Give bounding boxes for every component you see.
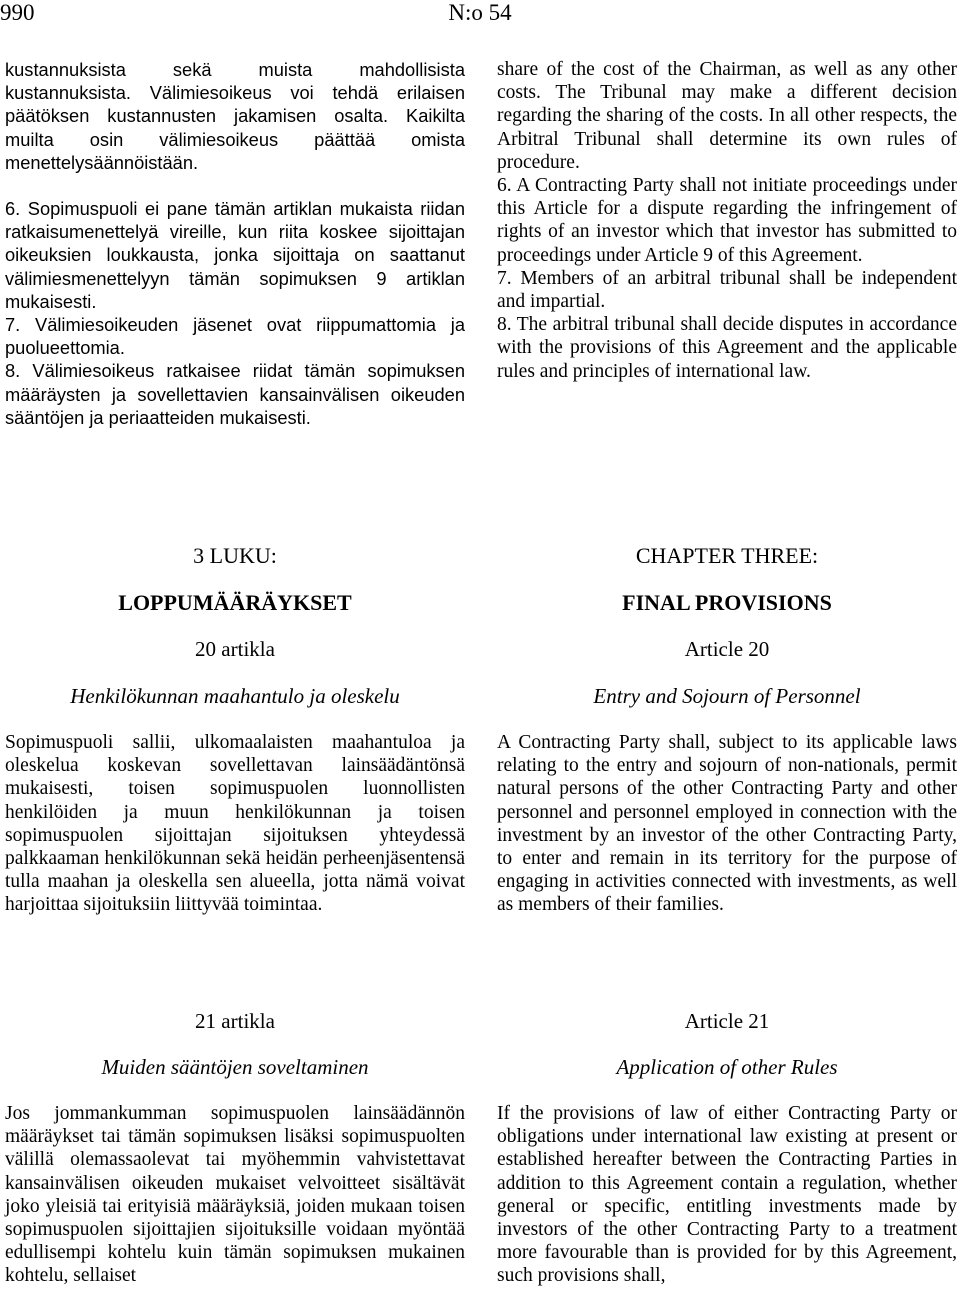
article-number: 20 artikla: [195, 637, 275, 661]
journal-number: N:o 54: [448, 0, 512, 25]
article-21-right-body: [497, 1102, 957, 1288]
paragraph-8: 8. The arbitral tribunal shall decide disputes in accordance with the provisions of this Agreement and the applicable rules and principles of international law.: [497, 314, 957, 382]
page-number: 990: [0, 0, 35, 25]
article-21-left-body: [5, 1102, 465, 1288]
paragraph-8: 8. Välimiesoikeus ratkaisee riidat tämän sopimuksen määräysten ja sovellettavien kansainvälisen oikeuden sääntöjen ja periaatteiden mukaisesti.: [5, 360, 465, 428]
paragraph-continuation: share of the cost of the Chairman, as well as any other costs. The Tribunal may make a different decision regarding the sharing of the costs. In all other respects, the Arbitral Tribunal shall determine its own rules of procedure.: [497, 59, 957, 173]
paragraph-7: 7. Members of an arbitral tribunal shall be independent and impartial.: [497, 267, 957, 313]
top-left-column: [5, 58, 465, 429]
chapter-title: FINAL PROVISIONS: [622, 590, 832, 615]
paragraph-6: 6. Sopimuspuoli ei pane tämän artiklan mukaista riidan ratkaisumenettelyä vireille, kun riita koskee sijoittajan oikeuksien loukkausta, jonka sijoittaja on saattanut välimiesmenettelyyn tämän sopimuksen 9 artiklan mukaisesti.: [5, 198, 465, 312]
chapter-label: CHAPTER THREE:: [635, 543, 819, 568]
chapter-label: 3 LUKU:: [193, 543, 277, 568]
top-right-column: [497, 58, 957, 383]
article-number: 21 artikla: [195, 1009, 275, 1033]
paragraph-continuation: kustannuksista sekä muista mahdollisista kustannuksista. Välimiesoikeus voi tehdä erilaisen päätöksen kustannusten jakamisen osalta. Kaikilta muilta osin välimiesoikeus päättää omista menettelysäännöistään.: [5, 59, 465, 173]
article-title: Entry and Sojourn of Personnel: [593, 684, 861, 708]
article-20-left-body: [5, 731, 465, 917]
article-title: Henkilökunnan maahantulo ja oleskelu: [70, 684, 400, 708]
article-number: Article 21: [684, 1009, 770, 1033]
paragraph-7: 7. Välimiesoikeuden jäsenet ovat riippumattomia ja puolueettomia.: [5, 314, 465, 359]
article-body: Jos jommankumman sopimuspuolen lainsäädännön määräykset tai tämän sopimuksen lisäksi sopimuspuolten välillä olemassaolevat tai myöhemmin vahvistettavat kansainvälisen oikeuden mukaiset velvoitteet sisältävät joko yleisiä tai erityisiä määräyksiä, joiden mukaan toisen sopimuspuolen sijoittajien sijoituksille voidaan myöntää edullisempi kohtelu kuin tämän sopimuksen mukainen kohtelu, sellaiset: [5, 1103, 465, 1287]
chapter-title: LOPPUMÄÄRÄYKSET: [118, 590, 352, 615]
article-body: A Contracting Party shall, subject to its applicable laws relating to the entry and sojourn of non-nationals, permit natural persons of the other Contracting Party and other personnel and personnel employed in connection with the investment by an investor of the other Contracting Party, to enter and remain in its territory for the purpose of engaging in activities connected with investments, as well as members of their families.: [497, 732, 957, 916]
article-title: Application of other Rules: [616, 1055, 838, 1079]
article-number: Article 20: [684, 637, 770, 661]
article-title: Muiden sääntöjen soveltaminen: [101, 1055, 369, 1079]
paragraph-6: 6. A Contracting Party shall not initiate proceedings under this Article for a dispute regarding the infringement of rights of an investor which that investor has submitted to proceedings under Article 9 of this Agreement.: [497, 175, 957, 266]
article-body: Sopimuspuoli sallii, ulkomaalaisten maahantuloa ja oleskelua koskevan sovellettavan lainsäädäntönsä mukaisesti, toisen sopimuspuolen luonnollisten henkilöiden ja muun henkilökunnan ja toisen sopimuspuolen sijoittajan sijoituksen yhteydessä palkkaaman henkilökunnan sekä heidän perheenjäsentensä tulla maahan ja oleskella sen alueella, jotta nämä voivat harjoittaa sijoituksiin liittyvää toimintaa.: [5, 732, 465, 916]
article-20-right-body: [497, 731, 957, 917]
article-body: If the provisions of law of either Contracting Party or obligations under international law existing at present or established hereafter between the Contracting Parties in addition to this Agreement contain a regulation, whether general or specific, entitling investments made by investors of the other Contracting Party to a treatment more favourable than is provided for by this Agreement, such provisions shall,: [497, 1103, 957, 1287]
